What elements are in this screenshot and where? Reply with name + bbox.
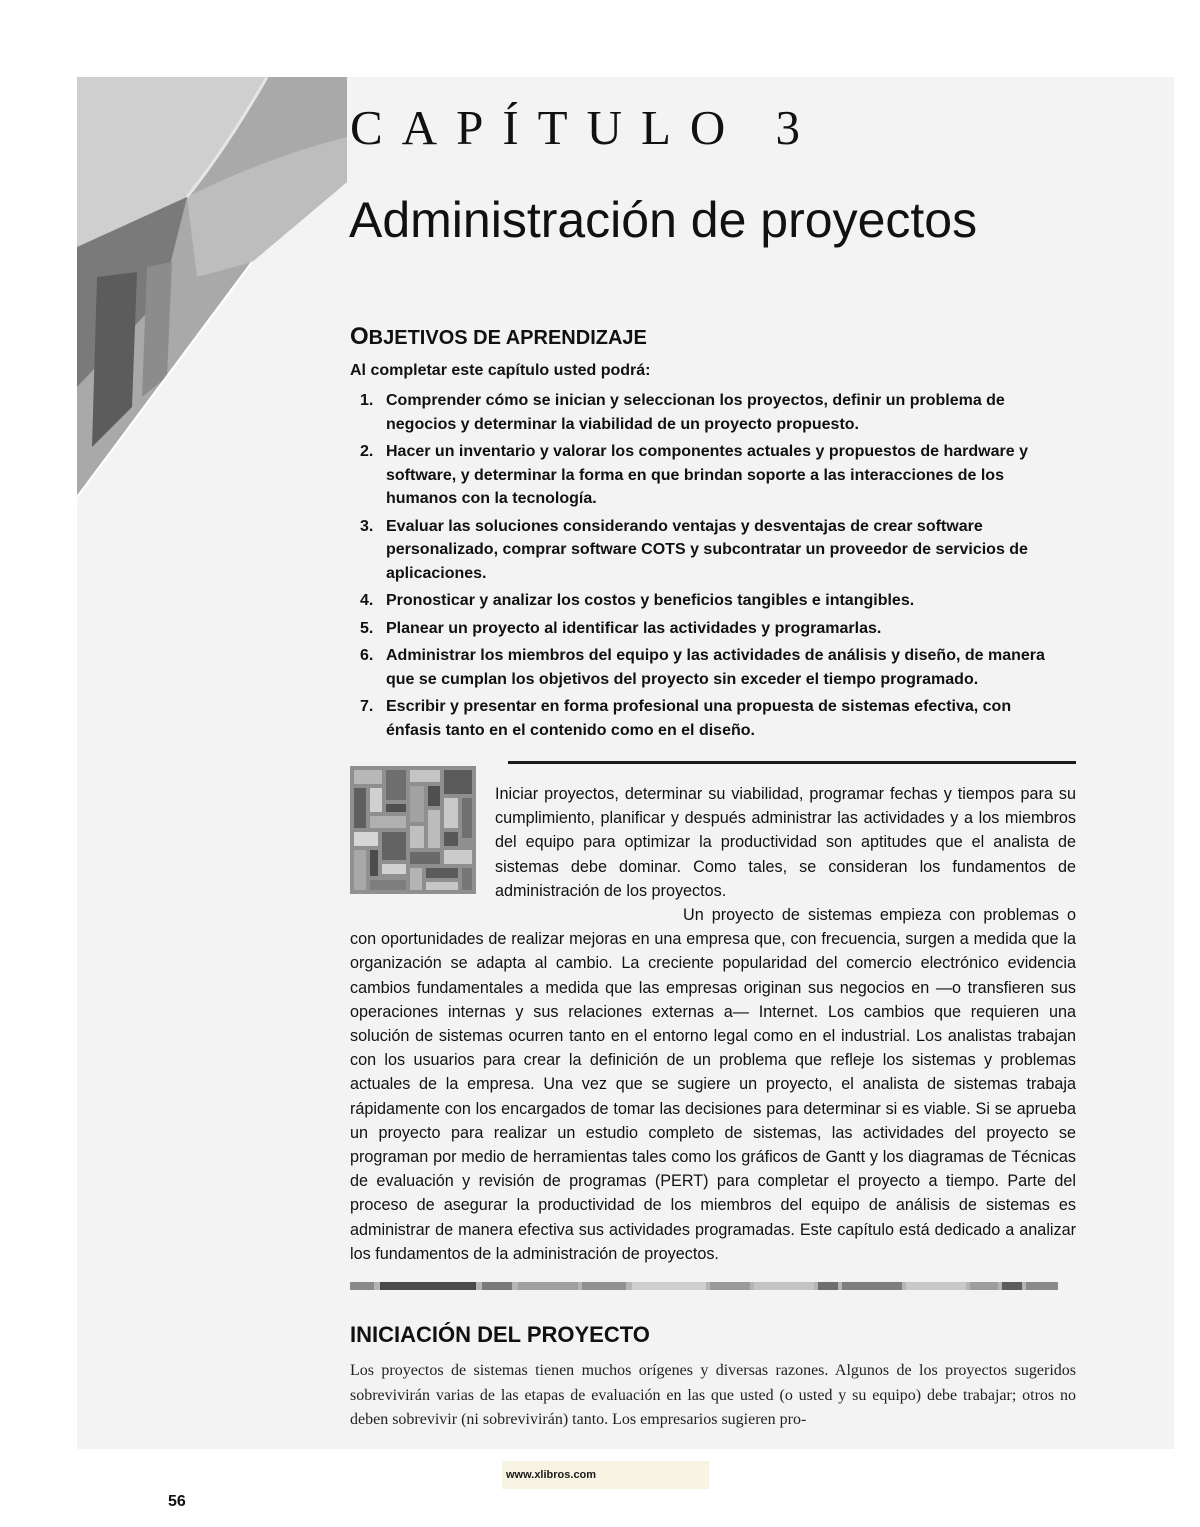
objectives-heading — [350, 323, 647, 351]
objective-item — [350, 389, 1070, 436]
footer-url: www.xlibros.com — [506, 1469, 597, 1481]
objective-item — [350, 695, 1070, 742]
objective-text: Comprender cómo se inician y seleccionan los proyectos, definir un problema de negocios y determinar la viabilidad de un proyecto propuesto. — [386, 392, 1005, 433]
objective-item — [350, 515, 1070, 586]
objectives-heading-rest: BJETIVOS DE APRENDIZAJE — [368, 327, 647, 349]
objective-number: 4. — [360, 592, 374, 609]
objective-text: Planear un proyecto al identificar las actividades y programarlas. — [386, 619, 882, 637]
objective-item — [350, 644, 1070, 691]
objectives-list — [350, 389, 1070, 746]
corner-architecture-image — [77, 77, 347, 507]
intro-paragraph: Iniciar proyectos, determinar su viabilidad, programar fechas y tiempos para su cumplimiento, planificar y después administrar las actividades y a los miembros del equipo para optimizar la productividad son aptitudes que el analista de sistemas debe dominar. Como tales, se consideran los fundamentos de administración de los proyectos. — [495, 785, 1076, 900]
section-text: Los proyectos de sistemas tienen muchos orígenes y diversas razones. Algunos de los proyectos sugeridos sobrevivirán varias de las etapas de evaluación en las que usted (o usted y su equipo) debe trabajar; otros no deben sobrevivir (ni sobrevivirán) tanto. Los empresarios sugieren pro- — [350, 1362, 1076, 1428]
objectives-intro: Al completar este capítulo usted podrá: — [350, 362, 651, 379]
objective-number: 1. — [360, 392, 374, 409]
objective-text: Escribir y presentar en forma profesional una propuesta de sistemas efectiva, con énfasis tanto en el contenido como en el diseño. — [386, 698, 1012, 739]
objectives-heading-initial: O — [350, 323, 369, 350]
mosaic-float-space — [350, 782, 495, 906]
objective-item — [350, 617, 1070, 641]
section-heading: INICIACIÓN DEL PROYECTO — [350, 1322, 650, 1347]
objective-text: Pronosticar y analizar los costos y beneficios tangibles e intangibles. — [386, 592, 915, 609]
intro-text — [350, 782, 1076, 1266]
intro-paragraph-2 — [350, 903, 1076, 1266]
objective-text: Evaluar las soluciones considerando ventajas y desventajas de crear software personalizado, comprar software COTS y subcontratar un proveedor de servicios de aplicaciones. — [386, 517, 1028, 582]
objective-number: 2. — [360, 443, 374, 460]
objective-number: 6. — [360, 647, 374, 664]
chapter-title: Administración de proyectos — [349, 192, 978, 248]
chapter-label: CAPÍTULO 3 — [350, 100, 820, 155]
objective-text: Administrar los miembros del equipo y las actividades de análisis y diseño, de manera que se cumplan los objetivos del proyecto sin exceder el tiempo programado. — [386, 647, 1045, 688]
objective-number: 7. — [360, 698, 374, 715]
objective-item — [350, 589, 1070, 613]
objective-number: 5. — [360, 619, 374, 637]
section-divider — [350, 1282, 1058, 1290]
page-number: 56 — [168, 1493, 186, 1510]
objective-number: 3. — [360, 517, 374, 535]
intro-paragraph-2-text: Un proyecto de sistemas empieza con problemas o con oportunidades de realizar mejoras en una empresa que, con frecuencia, surgen a medida que la organización se adapta al cambio. La creciente popularidad del comercio electrónico evidencia cambios fundamentales a medida que las empresas originan sus negocios en —o transfieren sus operaciones internas y sus relaciones externas a— Internet. Los cambios que requieren una solución de sistemas ocurren tanto en el entorno legal como en el industrial. Los analistas trabajan con los usuarios para crear la definición de un problema que refleje los sistemas y problemas actuales de la empresa. Una vez que se sugiere un proyecto, el analista de sistemas trabaja rápidamente con los encargados de tomar las decisiones para determinar si es viable. Si se aprueba un proyecto para realizar un estudio completo de sistemas, las actividades del proyecto se programan por medio de herramientas tales como los gráficos de Gantt y los diagramas de Técnicas de evaluación y revisión de programas (PERT) para completar el proyecto a tiempo. Parte del proceso de asegurar la productividad de los miembros del equipo de análisis de sistemas es administrar de manera efectiva sus actividades programadas. Este capítulo está dedicado a analizar los fundamentos de la administración de proyectos. — [350, 906, 1076, 1263]
objective-item — [350, 440, 1070, 511]
objective-text: Hacer un inventario y valorar los componentes actuales y propuestos de hardware y software, y determinar la forma en que brindan soporte a las interacciones de los humanos con la tecnología. — [386, 443, 1028, 507]
intro-rule — [508, 761, 1076, 764]
